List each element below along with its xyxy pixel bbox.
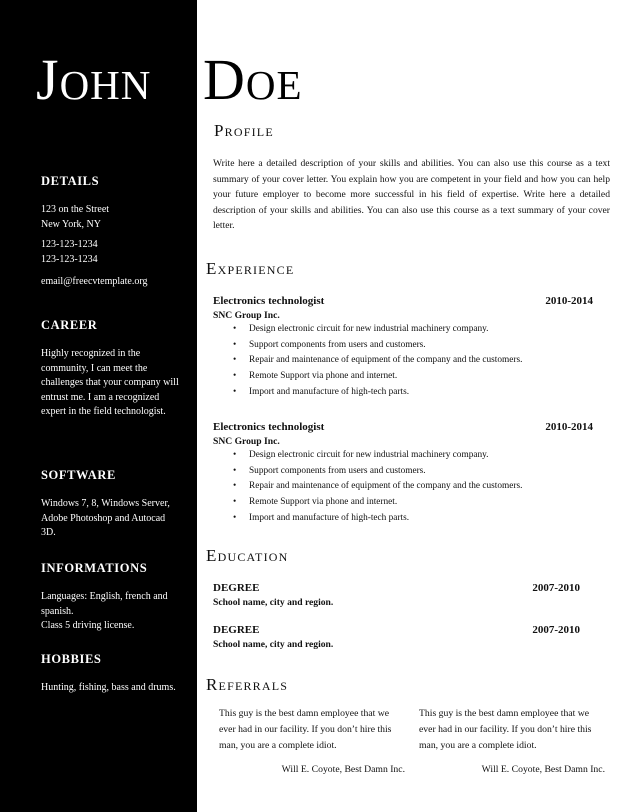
hobbies-text: Hunting, fishing, bass and drums.	[41, 682, 176, 693]
job-duty: • Remote Support via phone and internet.	[249, 369, 593, 385]
career-heading: CAREER	[41, 318, 98, 332]
referral-quote: This guy is the best damn employee that we ever had in our facility. If you don’t hire this man, you are a complete idiot.	[219, 708, 392, 751]
resume-name	[36, 47, 303, 112]
experience-heading: Experience	[206, 259, 295, 278]
hobbies-heading: HOBBIES	[41, 652, 102, 666]
job-duty: • Repair and maintenance of equipment of the company and the customers.	[249, 353, 593, 369]
languages-text: Languages: English, french and spanish.	[41, 591, 168, 617]
job-duty: • Remote Support via phone and internet.	[249, 495, 593, 511]
job-duty: • Repair and maintenance of equipment of the company and the customers.	[249, 479, 593, 495]
school-name: School name, city and region.	[213, 639, 334, 650]
email: email@freecvtemplate.org	[41, 276, 148, 287]
job-dates: 2010-2014	[545, 421, 593, 433]
hobbies-section	[41, 652, 181, 696]
job-dates: 2010-2014	[545, 295, 593, 307]
job-title: Electronics technologist	[213, 295, 325, 307]
degree: DEGREE	[213, 582, 260, 594]
education-dates: 2007-2010	[532, 624, 580, 636]
referral-author: Will E. Coyote, Best Damn Inc.	[281, 764, 405, 775]
details-heading: DETAILS	[41, 174, 100, 188]
license-text: Class 5 driving license.	[41, 620, 135, 631]
job-entry	[213, 295, 593, 401]
software-text: Windows 7, 8, Windows Server, Adobe Photoshop and Autocad 3D.	[41, 498, 170, 538]
referral-quote: This guy is the best damn employee that we ever had in our facility. If you don’t hire this man, you are a complete idiot.	[419, 708, 592, 751]
job-title: Electronics technologist	[213, 421, 325, 433]
job-duty: • Import and manufacture of high-tech parts.	[249, 385, 593, 401]
main-content	[197, 0, 625, 812]
career-text: Highly recognized in the community, I can meet the challenges that your company will entrust me. I am a recognized expert in the field technologist.	[41, 348, 179, 417]
job-duty: • Support components from users and customers.	[249, 464, 593, 480]
details-section	[41, 174, 181, 290]
informations-section	[41, 561, 181, 634]
informations-heading: INFORMATIONS	[41, 561, 148, 575]
profile-heading: Profile	[214, 121, 274, 140]
education-entry	[213, 624, 580, 650]
software-heading: SOFTWARE	[41, 468, 116, 482]
software-section	[41, 468, 181, 541]
job-company: SNC Group Inc.	[213, 436, 280, 447]
job-duties	[213, 448, 593, 527]
first-name: John	[36, 47, 152, 112]
profile-text: Write here a detailed description of your skills and abilities. You can also use this course as a text summary of your cover letter. You explain how you are competent in your field and how you can help your future employer to become more successful in his field of expertise. Write here a detailed description of your skills and abilities. You can also use this course as a text summary of your cover letter.	[213, 158, 610, 231]
degree: DEGREE	[213, 624, 260, 636]
career-section	[41, 318, 181, 420]
sidebar	[0, 0, 197, 812]
job-duties	[213, 322, 593, 401]
last-name: Doe	[203, 47, 303, 112]
job-entry	[213, 421, 593, 527]
referral	[219, 706, 405, 778]
education-dates: 2007-2010	[532, 582, 580, 594]
address-line-1: 123 on the Street	[41, 204, 110, 215]
job-duty: • Import and manufacture of high-tech parts.	[249, 511, 593, 527]
job-duty: • Design electronic circuit for new industrial machinery company.	[249, 322, 593, 338]
education-heading: Education	[206, 546, 289, 565]
education-entry	[213, 582, 580, 608]
referrals-heading: Referrals	[206, 675, 289, 694]
address-line-2: New York, NY	[41, 218, 102, 230]
phone-2: 123-123-1234	[41, 253, 98, 265]
school-name: School name, city and region.	[213, 597, 334, 608]
referral-author: Will E. Coyote, Best Damn Inc.	[481, 764, 605, 775]
job-duty: • Support components from users and customers.	[249, 338, 593, 354]
job-company: SNC Group Inc.	[213, 310, 280, 321]
referral	[419, 706, 605, 778]
job-duty: • Design electronic circuit for new industrial machinery company.	[249, 448, 593, 464]
phone-1: 123-123-1234	[41, 239, 98, 250]
